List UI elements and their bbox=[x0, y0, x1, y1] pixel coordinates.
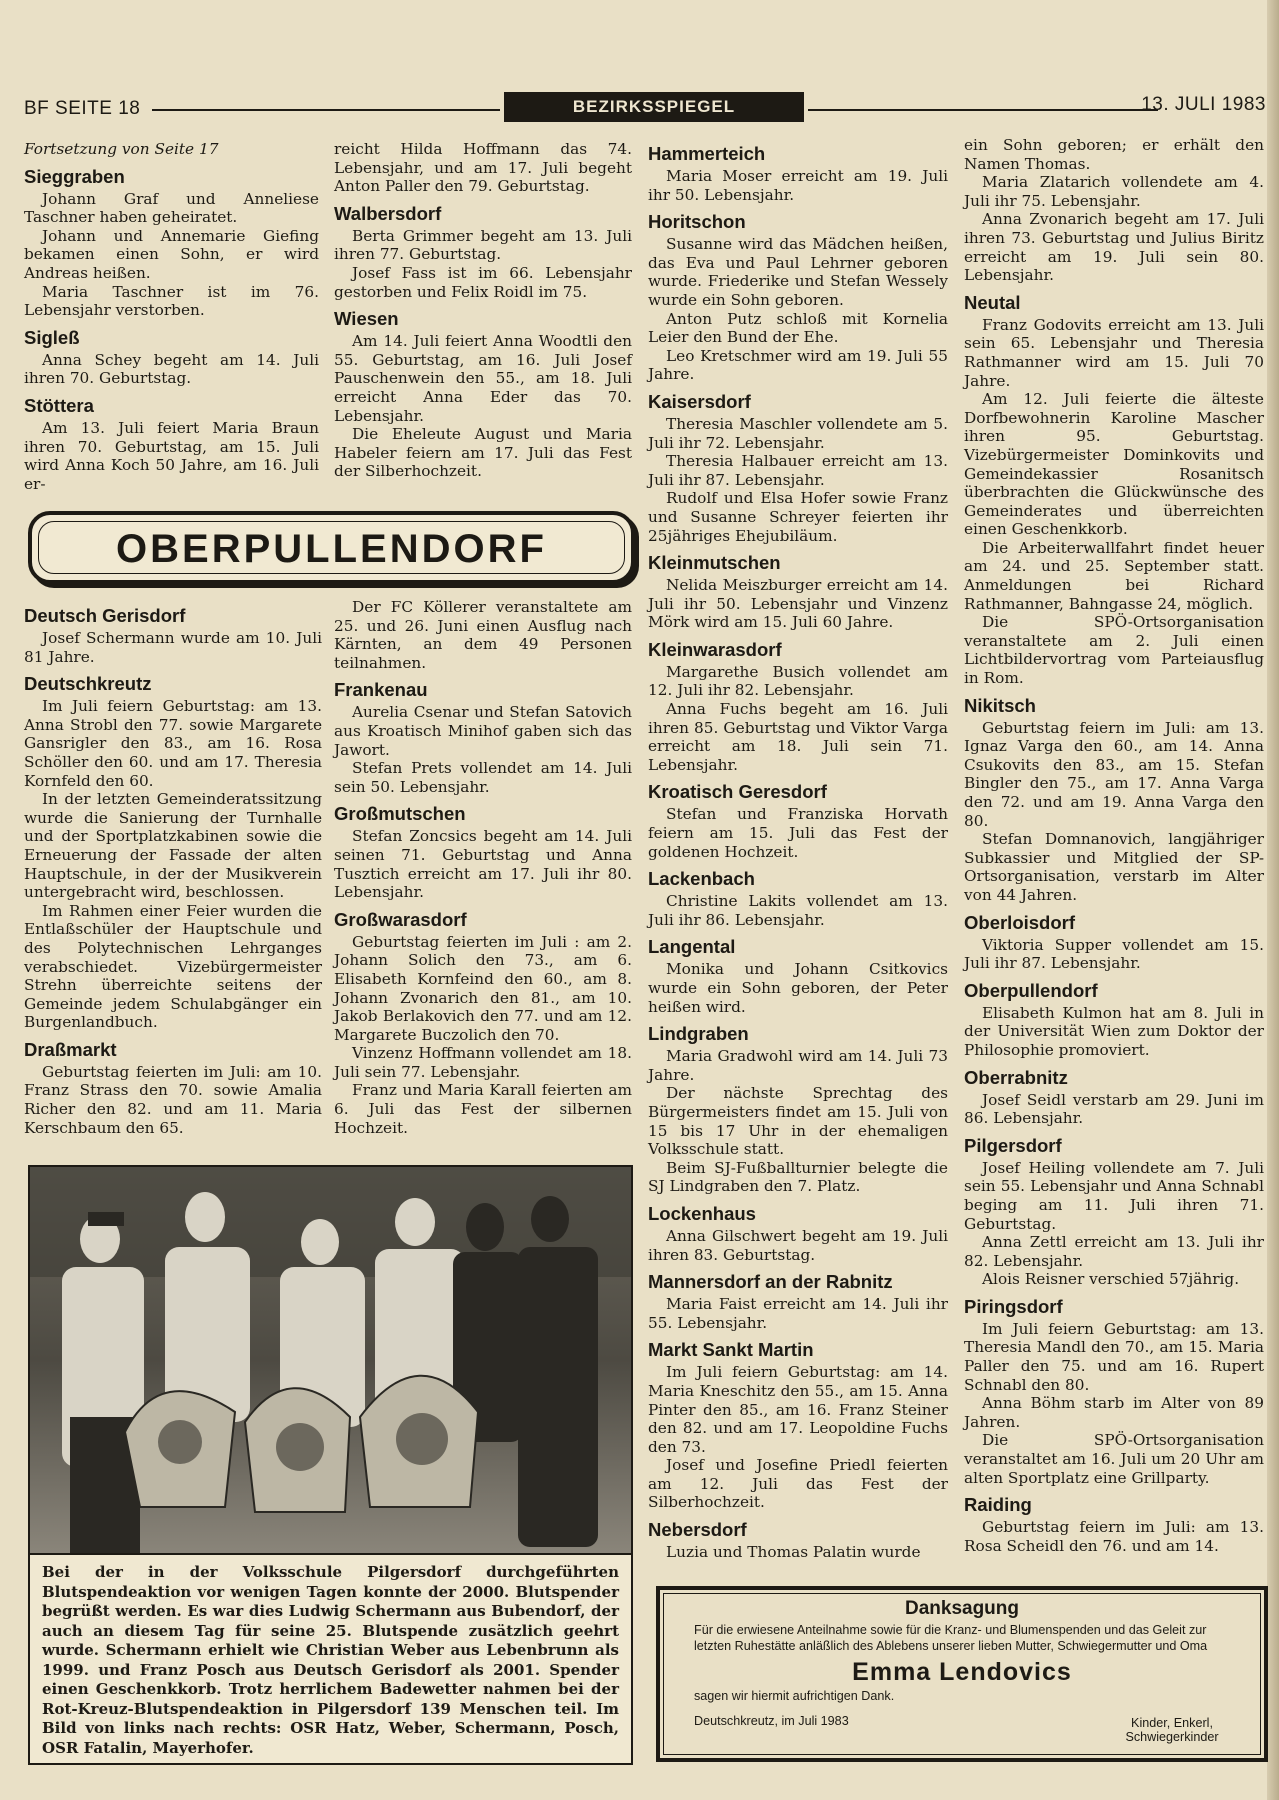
heading-kroatisch-geresdorf: Kroatisch Geresdorf bbox=[648, 781, 827, 803]
paragraph: Anna Zvonarich begeht am 17. Juli ihren 73. Geburtstag und Julius Biritz erreicht am 19. Juli sein 80. Lebensjahr. bbox=[964, 210, 1264, 285]
paragraph: Die Eheleute August und Maria Habeler feiern am 17. Juli das Fest der Silberhochzeit. bbox=[334, 425, 632, 481]
thanks-text: Für die erwiesene Anteilnahme sowie für die Kranz- und Blumenspenden und das Geleit zur letzten Ruhestätte anläßlich des Ablebens unserer lieben Mutter, Schwiegermutter und Oma bbox=[694, 1623, 1208, 1653]
thanks-frame bbox=[663, 1593, 1261, 1755]
paragraph: Leo Kretschmer wird am 19. Juli 55 Jahre. bbox=[648, 346, 948, 384]
column-1-middle bbox=[24, 598, 322, 1137]
paragraph: Elisabeth Kulmon hat am 8. Juli in der Universität Wien zum Doktor der Philosophie promoviert. bbox=[964, 1003, 1264, 1059]
paragraph: In der letzten Gemeinderatssitzung wurde die Sanierung der Turnhalle und der Sportplatzkabinen sowie die Erneuerung der Fassade der alten Hauptschule, in der der Musikverein untergebracht wird, beschlossen. bbox=[24, 790, 322, 902]
paragraph: Johann Graf und Anneliese Taschner haben geheiratet. bbox=[24, 189, 319, 227]
paragraph: Anna Fuchs begeht am 16. Juli ihren 85. Geburtstag und Viktor Varga erreicht am 18. Juli sein 71. Lebensjahr. bbox=[648, 700, 948, 774]
paragraph: Im Rahmen einer Feier wurden die Entlaßschüler der Hauptschule und des Polytechnischen Lehrganges verabschiedet. Vizebürgermeister Strehn überreichte seitens der Gemeinde jedem Schulabgänger ein Burgenlandbuch. bbox=[24, 901, 322, 1032]
masthead-rule-right bbox=[808, 109, 1158, 111]
paragraph: Theresia Maschler vollendete am 5. Juli ihr 72. Lebensjahr. bbox=[648, 414, 948, 452]
paragraph: Susanne wird das Mädchen heißen, das Eva und Paul Lehrner geboren wurde. Friederike und Stefan Wessely wurde ein Sohn geboren. bbox=[648, 235, 948, 309]
heading-grossmutschen: Großmutschen bbox=[334, 803, 466, 825]
heading-piringsdorf: Piringsdorf bbox=[964, 1295, 1063, 1317]
heading-walbersdorf: Walbersdorf bbox=[334, 202, 442, 224]
heading-frankenau: Frankenau bbox=[334, 679, 428, 701]
heading-oberpullendorf: Oberpullendorf bbox=[964, 979, 1098, 1001]
paragraph: Maria Taschner ist im 76. Lebensjahr verstorben. bbox=[24, 282, 319, 320]
heading-kleinwarasdorf: Kleinwarasdorf bbox=[648, 638, 782, 660]
heading-raiding: Raiding bbox=[964, 1494, 1032, 1516]
deceased-name: Emma Lendovics bbox=[852, 1658, 1072, 1686]
paragraph: Viktoria Supper vollendet am 15. Juli ihr 87. Lebensjahr. bbox=[964, 935, 1264, 973]
heading-sigless: Sigleß bbox=[24, 326, 80, 348]
heading-oberloisdorf: Oberloisdorf bbox=[964, 911, 1076, 933]
paragraph: Johann und Annemarie Giefing bekamen einen Sohn, er wird Andreas heißen. bbox=[24, 226, 319, 282]
lead-text: Der FC Köllerer veranstaltete am 25. und 26. Juni einen Ausflug nach Kärnten, an dem 49 Personen teilnahmen. bbox=[334, 598, 632, 672]
thanks-subtext: sagen wir hiermit aufrichtigen Dank. bbox=[694, 1689, 895, 1703]
paragraph: Die SPÖ-Ortsorganisation veranstaltete am 2. Juli einen Lichtbildervortrag vom Parteiausflug in Rom. bbox=[964, 613, 1264, 688]
paragraph: Alois Reisner verschied 57jährig. bbox=[982, 1270, 1240, 1289]
paragraph: Josef Seidl verstarb am 29. Juni im 86. Lebensjahr. bbox=[964, 1090, 1264, 1128]
heading-lockenhaus: Lockenhaus bbox=[648, 1202, 756, 1224]
heading-wiesen: Wiesen bbox=[334, 308, 399, 330]
paragraph: Monika und Johann Csitkovics wurde ein Sohn geboren, der Peter heißen wird. bbox=[648, 960, 948, 1016]
issue-date: 13. JULI 1983 bbox=[1141, 94, 1266, 115]
paragraph: Vinzenz Hoffmann vollendet am 18. Juli sein 77. Lebensjahr. bbox=[334, 1044, 632, 1081]
masthead bbox=[24, 92, 1266, 122]
heading-drassmarkt: Draßmarkt bbox=[24, 1038, 117, 1060]
paragraph: Maria Moser erreicht am 19. Juli ihr 50. Lebensjahr. bbox=[648, 167, 948, 204]
paragraph: Geburtstag feierten im Juli : am 2. Johann Solich den 73., am 6. Elisabeth Kornfeind den 60., am 8. Johann Zvonarich den 81., am 10. Jakob Berlakovich den 77. und am 12. Margarete Buczolich den 70. bbox=[334, 932, 632, 1044]
heading-kaisersdorf: Kaisersdorf bbox=[648, 390, 751, 412]
column-2-middle bbox=[334, 598, 632, 1137]
thanks-place: Deutschkreutz, im Juli 1983 bbox=[694, 1714, 849, 1728]
paragraph: Josef und Josefine Priedl feierten am 12. Juli das Fest der Silberhochzeit. bbox=[648, 1456, 948, 1512]
heading-stoettera: Stöttera bbox=[24, 394, 94, 416]
paragraph: Im Juli feiern Geburtstag: am 14. Maria Kneschitz den 55., am 15. Anna Pinter den 85., am 16. Franz Steiner den 82. und am 17. Leopoldine Fuchs den 73. bbox=[648, 1363, 948, 1456]
paragraph: Anna Gilschwert begeht am 19. Juli ihren 83. Geburtstag. bbox=[648, 1226, 948, 1264]
page-edge bbox=[1267, 0, 1279, 1800]
column-4 bbox=[964, 136, 1264, 1555]
column-2-top bbox=[334, 140, 632, 481]
paragraph: Beim SJ-Fußballturnier belegte die SJ Lindgraben den 7. Platz. bbox=[648, 1158, 948, 1196]
heading-grosswarasdorf: Großwarasdorf bbox=[334, 908, 467, 930]
heading-mannersdorf-an-der-rabnitz: Mannersdorf an der Rabnitz bbox=[648, 1271, 893, 1293]
paragraph: Margarethe Busich vollendet am 12. Juli ihr 82. Lebensjahr. bbox=[648, 662, 948, 700]
column-1-top bbox=[24, 140, 319, 493]
column-3 bbox=[648, 136, 948, 1562]
photo-illustration bbox=[30, 1167, 631, 1553]
paragraph: Aurelia Csenar und Stefan Satovich aus Kroatisch Minihof gaben sich das Jawort. bbox=[334, 703, 632, 759]
heading-neutal: Neutal bbox=[964, 291, 1021, 313]
paragraph: Maria Zlatarich vollendete am 4. Juli ihr 75. Lebensjahr. bbox=[964, 173, 1264, 210]
paragraph: Anton Putz schloß mit Kornelia Leier den Bund der Ehe. bbox=[648, 309, 948, 347]
heading-nebersdorf: Nebersdorf bbox=[648, 1519, 747, 1541]
masthead-rule-left bbox=[152, 109, 500, 111]
heading-lackenbach: Lackenbach bbox=[648, 868, 755, 890]
paragraph: Luzia und Thomas Palatin wurde bbox=[666, 1543, 921, 1562]
paragraph: Josef Schermann wurde am 10. Juli 81 Jahre. bbox=[24, 629, 322, 666]
heading-kleinmutschen: Kleinmutschen bbox=[648, 552, 781, 574]
paragraph: Berta Grimmer begeht am 13. Juli ihren 77. Geburtstag. bbox=[334, 226, 632, 264]
lead-text: ein Sohn geboren; er erhält den Namen Thomas. bbox=[964, 136, 1264, 173]
paragraph: Anna Zettl erreicht am 13. Juli ihr 82. Lebensjahr. bbox=[964, 1233, 1264, 1270]
lead-text: reicht Hilda Hoffmann das 74. Lebensjahr, und am 17. Juli begeht Anton Paller den 79. Geburtstag. bbox=[334, 140, 632, 196]
paragraph: Die Arbeiterwallfahrt findet heuer am 24. und 25. September statt. Anmeldungen bei Richard Rathmanner, Bahngasse 24, möglich. bbox=[964, 538, 1264, 613]
paragraph: Im Juli feiern Geburtstag: am 13. Anna Strobl den 77. sowie Margarete Gansrigler den 83., am 16. Rosa Schöller den 60. und am 17. Theresia Kornfeld den 60. bbox=[24, 697, 322, 790]
thanks-notice bbox=[656, 1586, 1268, 1762]
heading-langental: Langental bbox=[648, 936, 736, 958]
photo-caption: Bei der in der Volksschule Pilgersdorf durchgeführten Blutspendeaktion vor wenigen Tagen konnte der 2000. Blutspender begrüßt werden. Es war dies Ludwig Schermann aus Bubendorf, der auch an diesem Tag für seine 25. Blutspende zusätzlich geehrt wurde. Schermann erhielt wie Christian Weber aus Lebenbrunn als 1999. und Franz Posch aus Deutsch Gerisdorf als 2001. Spender einen Geschenkkorb. Trotz herrlichem Badewetter nahmen bei der Rot-Kreuz-Blutspendeaktion in Pilgersdorf 139 Menschen teil. Im Bild von links nach rechts: OSR Hatz, Weber, Schermann, Posch, OSR Fatalin, Mayerhofer. bbox=[28, 1555, 633, 1765]
paragraph: Theresia Halbauer erreicht am 13. Juli ihr 87. Lebensjahr. bbox=[648, 452, 948, 489]
paragraph: Stefan Prets vollendet am 14. Juli sein 50. Lebensjahr. bbox=[334, 759, 632, 796]
paragraph: Stefan Domnanovich, langjähriger Subkassier und Mitglied der SP-Ortsorganisation, verstarb im Alter von 44 Jahren. bbox=[964, 830, 1264, 904]
heading-hammerteich: Hammerteich bbox=[648, 143, 766, 164]
paragraph: Maria Gradwohl wird am 14. Juli 73 Jahre. bbox=[648, 1047, 948, 1084]
heading-sieggraben: Sieggraben bbox=[24, 165, 125, 187]
paragraph: Josef Fass ist im 66. Lebensjahr gestorben und Felix Roidl im 75. bbox=[334, 263, 632, 301]
paragraph: Geburtstag feiern im Juli: am 13. Rosa Scheidl den 76. und am 14. bbox=[964, 1518, 1264, 1555]
heading-markt-sankt-martin: Markt Sankt Martin bbox=[648, 1339, 814, 1361]
paragraph: Stefan und Franziska Horvath feiern am 15. Juli das Fest der goldenen Hochzeit. bbox=[648, 805, 948, 861]
heading-lindgraben: Lindgraben bbox=[648, 1023, 749, 1045]
paragraph: Maria Faist erreicht am 14. Juli ihr 55. Lebensjahr. bbox=[648, 1295, 948, 1332]
banner-title: OBERPULLENDORF bbox=[116, 527, 547, 571]
paragraph: Stefan Zoncsics begeht am 14. Juli seinen 71. Geburtstag und Anna Tusztich erreicht am 17. Juli ihr 80. Lebensjahr. bbox=[334, 827, 632, 902]
paragraph: Geburtstag feiern im Juli: am 13. Ignaz Varga den 60., am 14. Anna Csukovits den 83., am 15. Stefan Bingler den 75., am 17. Anna Varga den 72. und am 19. Anna Varga den 80. bbox=[964, 718, 1264, 830]
paragraph: Am 14. Juli feiert Anna Woodtli den 55. Geburtstag, am 16. Juli Josef Pauschenwein den 55., am 18. Juli erreicht Anna Eder das 70. Lebensjahr. bbox=[334, 332, 632, 425]
paragraph: Nelida Meiszburger erreicht am 14. Juli ihr 50. Lebensjahr und Vinzenz Mörk wird am 15. Juli 60 Jahre. bbox=[648, 576, 948, 632]
paragraph: Am 12. Juli feierte die älteste Dorfbewohnerin Karoline Mascher ihren 95. Geburtstag. Vizebürgermeister Dominkovits und Gemeindekassier Rosanitsch überbrachten die Glückwünsche des Gemeinderates und überreichten einen Geschenkkorb. bbox=[964, 390, 1264, 539]
paragraph: Rudolf und Elsa Hofer sowie Franz und Susanne Schreyer feierten ihr 25jähriges Ehejubiläum. bbox=[648, 489, 948, 545]
continuation-note: Fortsetzung von Seite 17 bbox=[24, 140, 219, 158]
section-title: BEZIRKSSPIEGEL bbox=[504, 92, 804, 122]
paragraph: Anna Schey begeht am 14. Juli ihren 70. Geburtstag. bbox=[24, 350, 319, 388]
paragraph: Am 13. Juli feiert Maria Braun ihren 70. Geburtstag, am 15. Juli wird Anna Koch 50 Jahre, am 16. Juli er- bbox=[24, 418, 319, 493]
heading-deutschkreutz: Deutschkreutz bbox=[24, 673, 152, 695]
paragraph: Franz Godovits erreicht am 13. Juli sein 65. Lebensjahr und Theresia Rathmanner wird am 15. Juli 70 Jahre. bbox=[964, 315, 1264, 390]
thanks-title: Danksagung bbox=[904, 1598, 1020, 1619]
paragraph: Christine Lakits vollendet am 13. Juli ihr 86. Lebensjahr. bbox=[648, 892, 948, 929]
paragraph: Josef Heiling vollendete am 7. Juli sein 55. Lebensjahr und Anna Schnabl beging am 11. Juli ihren 71. Geburtstag. bbox=[964, 1158, 1264, 1233]
paragraph: Die SPÖ-Ortsorganisation veranstaltet am 16. Juli um 20 Uhr am alten Sportplatz eine Grillparty. bbox=[964, 1431, 1264, 1487]
heading-horitschon: Horitschon bbox=[648, 211, 746, 233]
heading-deutsch-gerisdorf: Deutsch Gerisdorf bbox=[24, 605, 186, 626]
heading-nikitsch: Nikitsch bbox=[964, 694, 1036, 716]
page-number: BF SEITE 18 bbox=[24, 98, 141, 119]
heading-oberrabnitz: Oberrabnitz bbox=[964, 1066, 1068, 1088]
paragraph: Franz und Maria Karall feierten am 6. Juli das Fest der silbernen Hochzeit. bbox=[334, 1081, 632, 1137]
photo-blood-donors bbox=[28, 1165, 633, 1555]
region-banner bbox=[28, 511, 635, 584]
heading-pilgersdorf: Pilgersdorf bbox=[964, 1134, 1062, 1156]
paragraph: Der nächste Sprechtag des Bürgermeisters findet am 15. Juli von 15 bis 17 Uhr in der ehemaligen Volksschule statt. bbox=[648, 1084, 948, 1159]
paragraph: Im Juli feiern Geburtstag: am 13. Theresia Mandl den 70., am 15. Maria Paller den 75. und am 16. Rupert Schnabl den 80. bbox=[964, 1319, 1264, 1394]
thanks-signature: Kinder, Enkerl, Schwiegerkinder bbox=[1125, 1716, 1219, 1744]
paragraph: Anna Böhm starb im Alter von 89 Jahren. bbox=[964, 1394, 1264, 1431]
paragraph: Geburtstag feierten im Juli: am 10. Franz Strass den 70. sowie Amalia Richer den 82. und am 11. Maria Kerschbaum den 65. bbox=[24, 1062, 322, 1137]
